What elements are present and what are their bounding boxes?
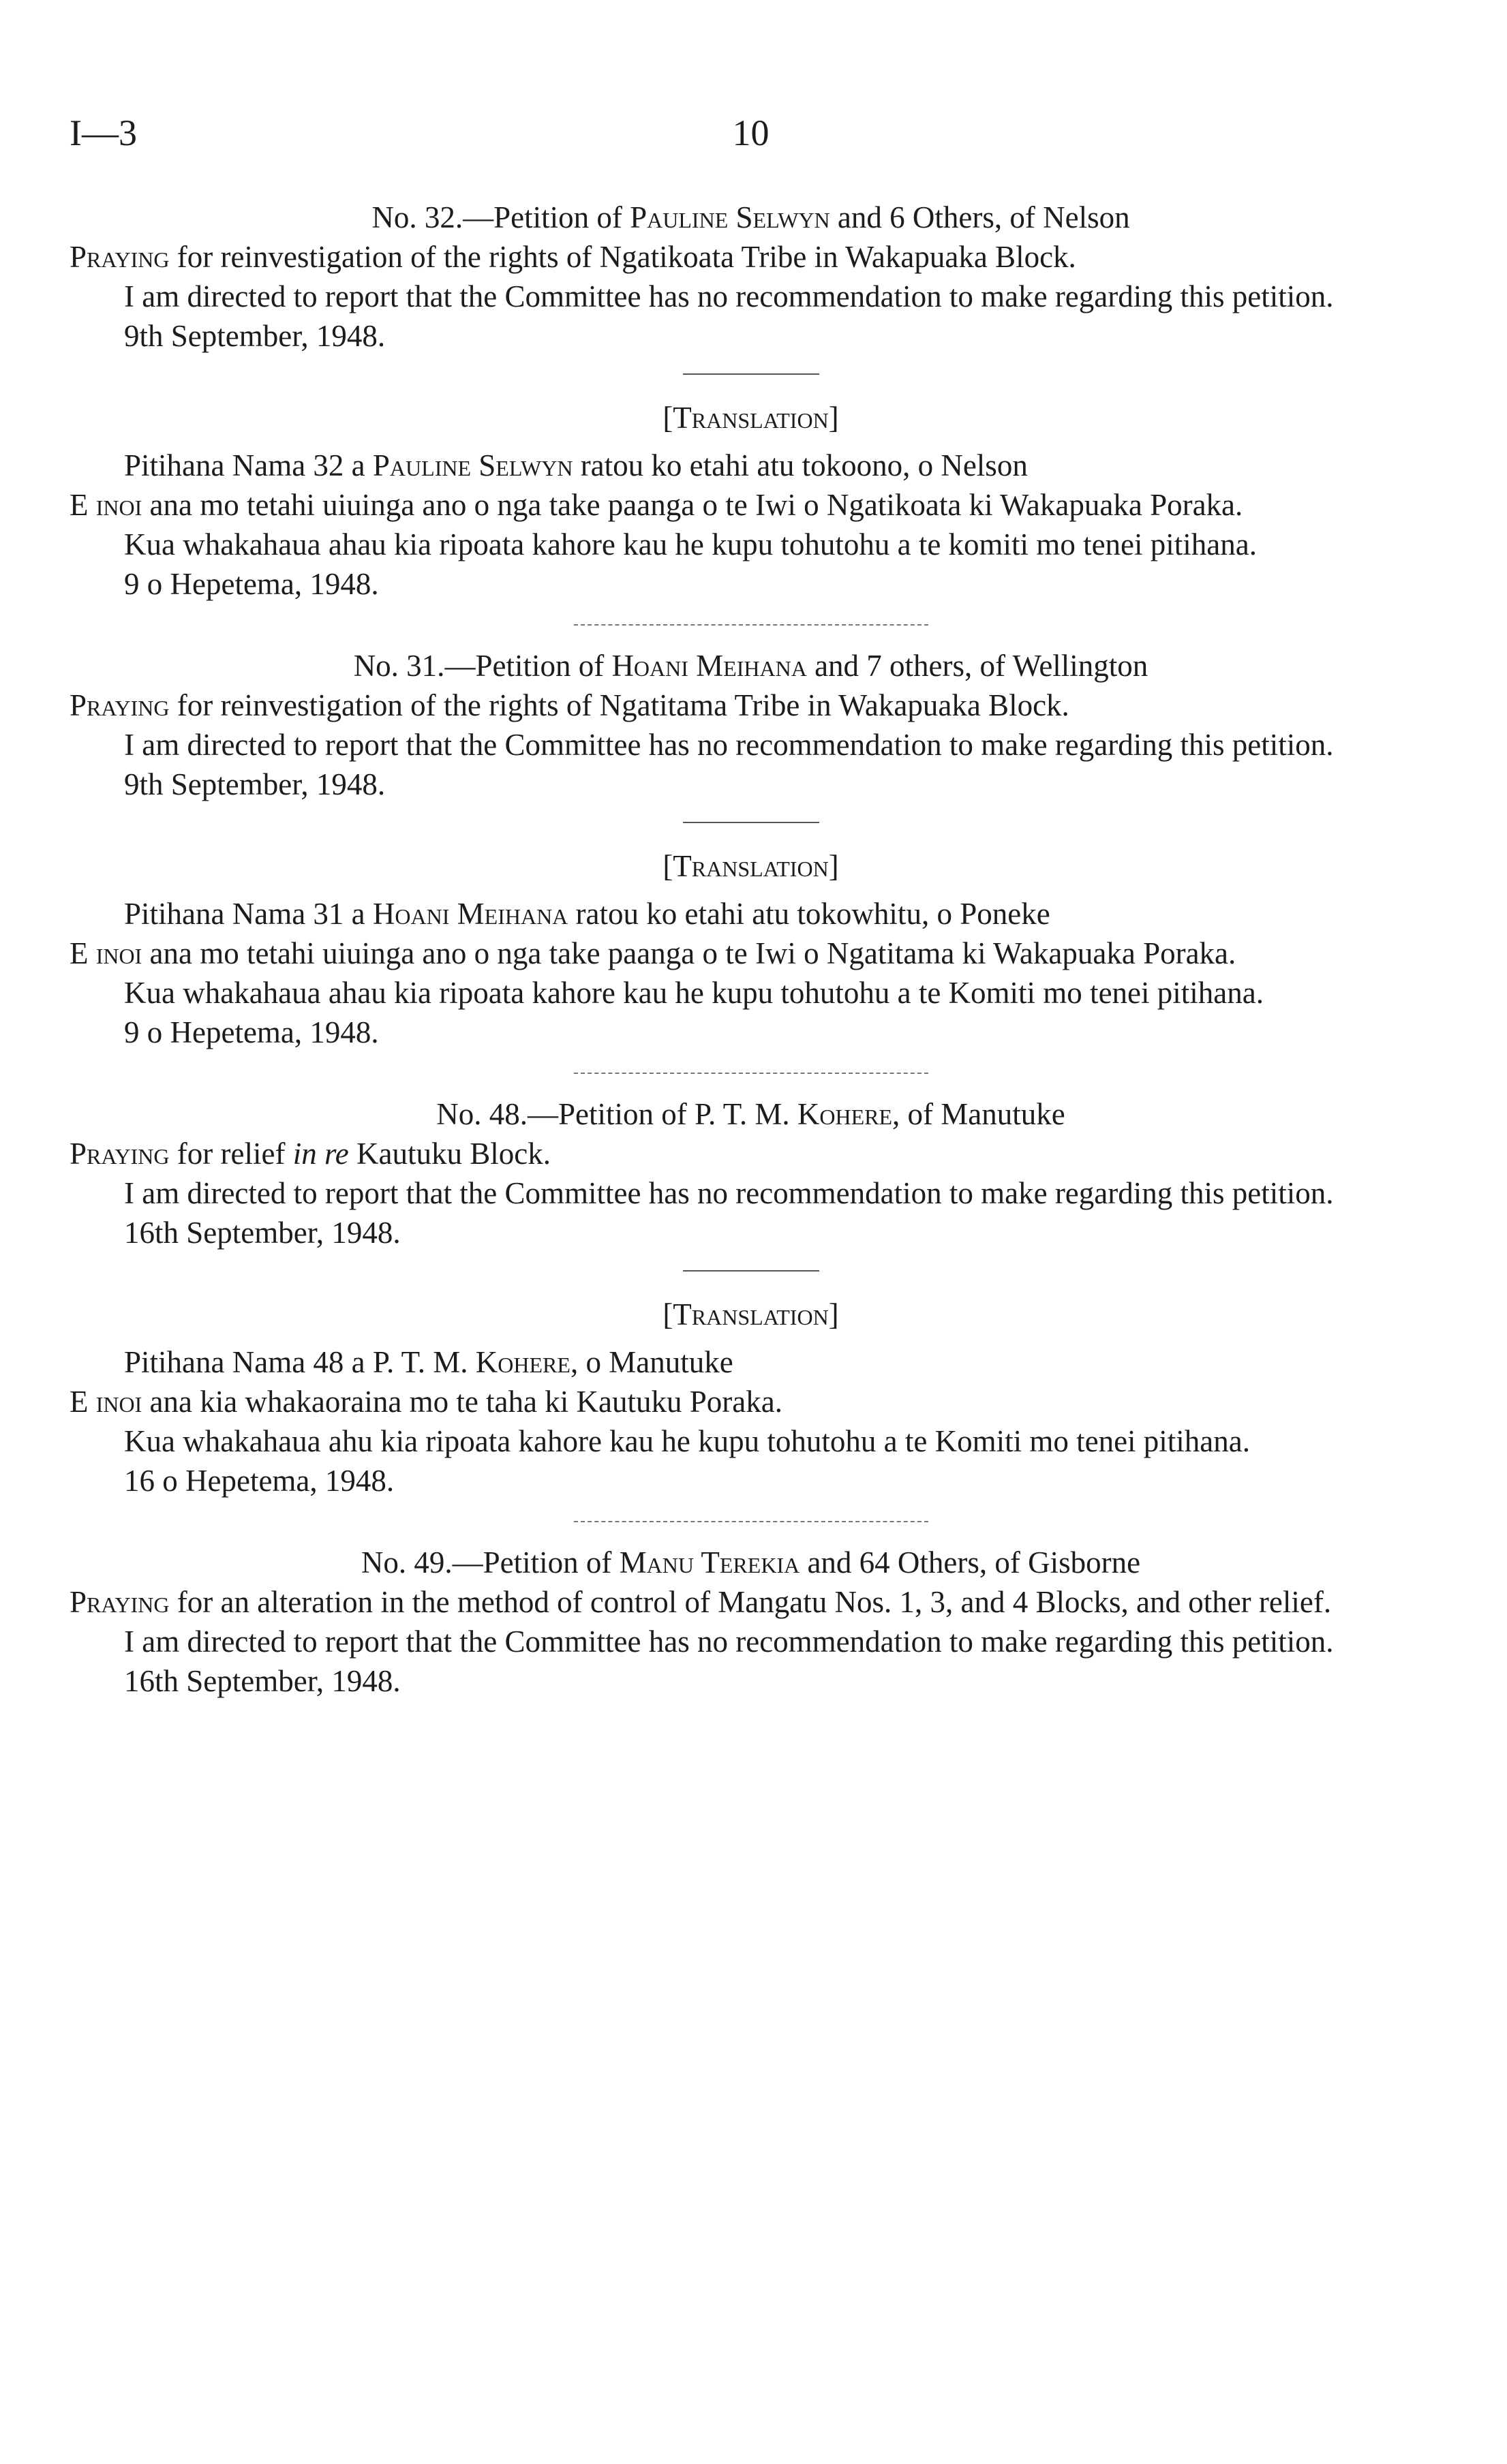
petition-number: No. 49. [361, 1545, 453, 1580]
praying-word: Praying [70, 240, 170, 274]
page-number: 10 [732, 112, 770, 153]
praying-paragraph [70, 686, 1432, 725]
petition-title [70, 646, 1432, 686]
report-paragraph: I am directed to report that the Committee has no recommendation to make regarding this petition. [124, 728, 1334, 762]
praying-paragraph [70, 1582, 1432, 1622]
petition-divider [574, 1521, 928, 1522]
petition-divider [574, 1073, 928, 1074]
report-paragraph: I am directed to report that the Committee has no recommendation to make regarding this petition. [124, 279, 1334, 313]
petition-title [70, 1094, 1432, 1134]
petitioner-name: Pauline Selwyn [372, 448, 573, 482]
inoi-word: E inoi [70, 936, 142, 970]
document-reference: I—3 [70, 112, 137, 153]
page-header [70, 113, 1432, 161]
report-date: 16th September, 1948. [124, 1216, 401, 1250]
petition-number: No. 48. [436, 1097, 528, 1131]
report-paragraph: I am directed to report that the Committee has no recommendation to make regarding this petition. [124, 1176, 1334, 1210]
petitioner-name: Kohere [797, 1097, 893, 1131]
report-date: 9th September, 1948. [124, 767, 386, 801]
title-text: Pitihana Nama 32 a [124, 448, 373, 482]
translation-title [70, 894, 1432, 934]
inoi-paragraph [70, 1382, 1432, 1421]
petitioner-name: Pauline Selwyn [630, 200, 830, 234]
title-text: —Petition of [444, 649, 612, 683]
latin-phrase: in re [292, 1137, 349, 1171]
petition-divider [574, 624, 928, 626]
title-text: ratou ko etahi atu tokowhitu, o Poneke [568, 897, 1050, 931]
petitioner-name: Kohere [475, 1345, 570, 1379]
title-text: , o Manutuke [570, 1345, 733, 1379]
inoi-text: ana kia whakaoraina mo te taha ki Kautuku Poraka. [142, 1385, 782, 1419]
praying-word: Praying [70, 688, 170, 722]
report-date: 9th September, 1948. [124, 319, 386, 353]
inoi-word: E inoi [70, 488, 142, 522]
petitioner-name: Hoani Meihana [372, 897, 568, 931]
praying-paragraph [70, 1134, 1432, 1173]
inoi-paragraph [70, 485, 1432, 525]
inoi-text: ana mo tetahi uiuinga ano o nga take paanga o te Iwi o Ngatikoata ki Wakapuaka Poraka. [142, 488, 1243, 522]
section-divider [683, 822, 819, 823]
petition-48 [70, 1094, 1432, 1522]
title-text: —Petition of [452, 1545, 620, 1580]
praying-text: for relief [169, 1137, 293, 1171]
translation-date: 9 o Hepetema, 1948. [124, 1015, 379, 1049]
translation-label: [Translation] [663, 401, 839, 435]
translation-title [70, 1342, 1432, 1382]
praying-paragraph [70, 237, 1432, 277]
praying-text: for reinvestigation of the rights of Ngatitama Tribe in Wakapuaka Block. [169, 688, 1069, 722]
translation-report: Kua whakahaua ahau kia ripoata kahore kau he kupu tohutohu a te komiti mo tenei pitihana. [124, 527, 1257, 561]
translation-date: 16 o Hepetema, 1948. [124, 1464, 395, 1498]
report-date: 16th September, 1948. [124, 1664, 401, 1698]
praying-word: Praying [70, 1137, 170, 1171]
translation-label: [Translation] [663, 849, 839, 883]
title-text: , of Manutuke [892, 1097, 1065, 1131]
praying-text: for an alteration in the method of control of Mangatu Nos. 1, 3, and 4 Blocks, and other relief. [169, 1585, 1332, 1619]
title-text: —Petition of [463, 200, 630, 234]
title-text: and 6 Others, of Nelson [829, 200, 1130, 234]
petition-32 [70, 198, 1432, 626]
title-text: ratou ko etahi atu tokoono, o Nelson [573, 448, 1028, 482]
petition-number: No. 31. [353, 649, 445, 683]
inoi-paragraph [70, 934, 1432, 973]
translation-label: [Translation] [663, 1297, 839, 1331]
praying-text: for reinvestigation of the rights of Ngatikoata Tribe in Wakapuaka Block. [169, 240, 1076, 274]
page-content [70, 198, 1432, 1701]
inoi-text: ana mo tetahi uiuinga ano o nga take paanga o te Iwi o Ngatitama ki Wakapuaka Poraka. [142, 936, 1236, 970]
title-text: Pitihana Nama 48 a P. T. M. [124, 1345, 476, 1379]
section-divider [683, 1270, 819, 1272]
petition-49 [70, 1543, 1432, 1701]
title-text: and 64 Others, of Gisborne [800, 1545, 1141, 1580]
title-text: and 7 others, of Wellington [806, 649, 1148, 683]
petition-31 [70, 646, 1432, 1074]
translation-title [70, 446, 1432, 485]
petition-title [70, 198, 1432, 237]
petitioner-name: Manu Terekia [619, 1545, 800, 1580]
section-divider [683, 373, 819, 375]
petition-title [70, 1543, 1432, 1582]
translation-report: Kua whakahaua ahu kia ripoata kahore kau he kupu tohutohu a te Komiti mo tenei pitihana. [124, 1424, 1250, 1458]
petitioner-name: Hoani Meihana [611, 649, 807, 683]
translation-date: 9 o Hepetema, 1948. [124, 567, 379, 601]
report-paragraph: I am directed to report that the Committee has no recommendation to make regarding this petition. [124, 1624, 1334, 1659]
title-text: —Petition of P. T. M. [528, 1097, 797, 1131]
praying-word: Praying [70, 1585, 170, 1619]
petition-number: No. 32. [371, 200, 463, 234]
translation-report: Kua whakahaua ahau kia ripoata kahore kau he kupu tohutohu a te Komiti mo tenei pitihana. [124, 976, 1264, 1010]
praying-text: Kautuku Block. [348, 1137, 551, 1171]
title-text: Pitihana Nama 31 a [124, 897, 373, 931]
inoi-word: E inoi [70, 1385, 142, 1419]
